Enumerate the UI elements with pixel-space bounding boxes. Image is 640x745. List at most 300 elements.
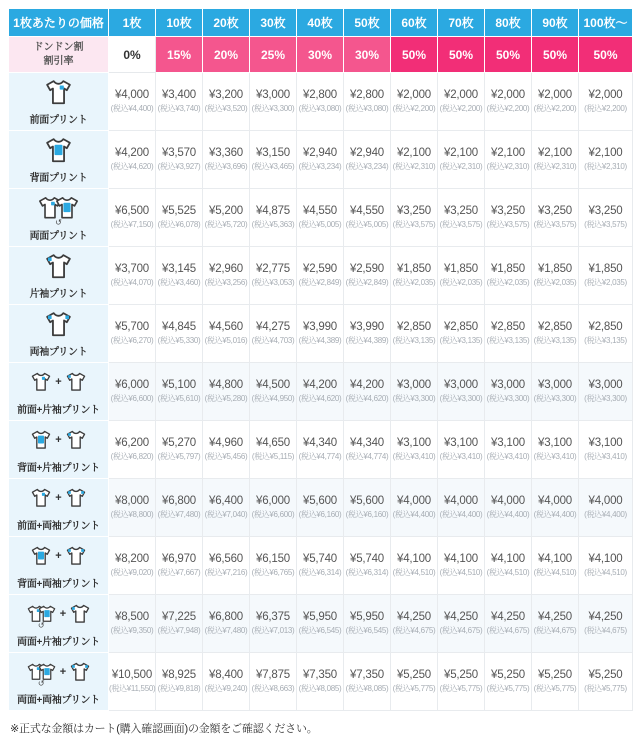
tax-price-value: (税込¥2,035)	[584, 278, 627, 287]
tax-price-value: (税込¥4,774)	[345, 452, 389, 461]
price-value: ¥6,560	[209, 553, 243, 565]
print-type-cell	[9, 247, 109, 305]
discount-cell-9: 50%	[485, 37, 532, 73]
tax-price-value: (税込¥3,410)	[392, 452, 436, 461]
tax-price-value: (税込¥5,775)	[584, 684, 627, 693]
quantity-header-11: 100枚〜	[579, 9, 633, 37]
tax-price-value: (税込¥3,080)	[345, 104, 389, 113]
price-value: ¥2,000	[588, 89, 623, 101]
price-value: ¥2,850	[538, 321, 572, 333]
price-cell	[579, 247, 633, 305]
tax-price-value: (税込¥9,350)	[110, 626, 154, 635]
price-value: ¥3,990	[350, 321, 384, 333]
price-value: ¥8,200	[115, 553, 149, 565]
price-value: ¥3,100	[588, 437, 623, 449]
price-value: ¥5,200	[209, 205, 243, 217]
discount-row	[9, 37, 633, 73]
price-value: ¥4,100	[538, 553, 572, 565]
price-cell	[203, 363, 250, 421]
price-value: ¥5,250	[444, 669, 478, 681]
price-row-8	[9, 479, 633, 537]
tax-price-value: (税込¥4,400)	[486, 510, 530, 519]
tax-price-value: (税込¥2,200)	[486, 104, 530, 113]
tax-price-value: (税込¥4,675)	[486, 626, 530, 635]
price-cell	[579, 653, 633, 711]
price-cell	[485, 131, 532, 189]
tax-price-value: (税込¥3,300)	[533, 394, 577, 403]
tax-price-value: (税込¥2,310)	[439, 162, 483, 171]
price-cell	[438, 653, 485, 711]
tax-price-value: (税込¥5,775)	[533, 684, 577, 693]
discount-cell-4: 25%	[250, 37, 297, 73]
price-cell	[250, 131, 297, 189]
tshirt-one-sleeve-print-icon	[9, 251, 108, 281]
tax-price-value: (税込¥3,135)	[584, 336, 627, 345]
tax-price-value: (税込¥4,400)	[533, 510, 577, 519]
print-type-cell	[9, 595, 109, 653]
price-cell	[532, 131, 579, 189]
tax-price-value: (税込¥4,675)	[533, 626, 577, 635]
price-cell	[156, 73, 203, 131]
price-value: ¥2,590	[350, 263, 384, 275]
price-value: ¥6,000	[256, 495, 290, 507]
tax-price-value: (税込¥2,310)	[533, 162, 577, 171]
tax-price-value: (税込¥7,013)	[251, 626, 295, 635]
tax-price-value: (税込¥5,720)	[204, 220, 248, 229]
tax-price-value: (税込¥3,460)	[157, 278, 201, 287]
price-value: ¥8,400	[209, 669, 243, 681]
price-cell	[344, 189, 391, 247]
tax-price-value: (税込¥3,300)	[584, 394, 627, 403]
price-value: ¥3,700	[115, 263, 149, 275]
price-cell	[156, 653, 203, 711]
price-value: ¥2,850	[444, 321, 478, 333]
price-cell	[532, 189, 579, 247]
tax-price-value: (税込¥2,849)	[345, 278, 389, 287]
tax-price-value: (税込¥5,363)	[251, 220, 295, 229]
price-cell	[579, 595, 633, 653]
price-cell	[156, 247, 203, 305]
tax-price-value: (税込¥5,775)	[392, 684, 436, 693]
price-value: ¥3,100	[444, 437, 478, 449]
price-value: ¥6,970	[162, 553, 196, 565]
price-value: ¥2,940	[303, 147, 337, 159]
price-value: ¥3,250	[397, 205, 431, 217]
price-cell	[250, 189, 297, 247]
price-value: ¥5,600	[303, 495, 337, 507]
swap-arrows-icon: ↺	[37, 621, 45, 630]
price-value: ¥4,250	[491, 611, 525, 623]
price-value: ¥5,250	[588, 669, 623, 681]
price-value: ¥7,350	[303, 669, 337, 681]
tax-price-value: (税込¥6,545)	[345, 626, 389, 635]
tshirt-front-plus-both-sleeves-icon	[9, 483, 108, 513]
discount-cell-6: 30%	[344, 37, 391, 73]
price-cell	[485, 653, 532, 711]
quantity-header-5: 40枚	[297, 9, 344, 37]
price-value: ¥6,500	[115, 205, 149, 217]
price-cell	[438, 247, 485, 305]
tax-price-value: (税込¥6,820)	[110, 452, 154, 461]
price-value: ¥4,250	[444, 611, 478, 623]
price-value: ¥4,845	[162, 321, 196, 333]
price-cell	[391, 479, 438, 537]
price-value: ¥2,000	[444, 89, 478, 101]
tax-price-value: (税込¥7,480)	[157, 510, 201, 519]
price-cell	[203, 305, 250, 363]
price-value: ¥8,925	[162, 669, 196, 681]
price-cell	[391, 73, 438, 131]
price-row-5	[9, 305, 633, 363]
tax-price-value: (税込¥5,797)	[157, 452, 201, 461]
tax-price-value: (税込¥3,135)	[533, 336, 577, 345]
price-value: ¥1,850	[588, 263, 623, 275]
price-cell	[391, 421, 438, 479]
price-value: ¥4,100	[397, 553, 431, 565]
price-cell	[250, 479, 297, 537]
price-cell	[203, 247, 250, 305]
quantity-header-1: 1枚	[109, 9, 156, 37]
price-cell	[391, 537, 438, 595]
price-value: ¥4,000	[115, 89, 149, 101]
price-value: ¥5,740	[350, 553, 384, 565]
price-row-4	[9, 247, 633, 305]
print-type-cell	[9, 537, 109, 595]
price-cell	[203, 537, 250, 595]
price-cell	[203, 189, 250, 247]
price-cell	[579, 537, 633, 595]
discount-label-line2: 割引率	[43, 55, 74, 67]
tshirt-both-sleeves-print-icon	[9, 309, 108, 339]
price-cell	[532, 537, 579, 595]
plus-icon: +	[55, 376, 62, 388]
tax-price-value: (税込¥3,410)	[439, 452, 483, 461]
tax-price-value: (税込¥5,280)	[204, 394, 248, 403]
price-cell	[391, 363, 438, 421]
print-type-label: 前面+片袖プリント	[17, 405, 100, 416]
price-cell	[485, 537, 532, 595]
price-cell	[156, 479, 203, 537]
print-type-label: 片袖プリント	[29, 289, 88, 300]
print-type-label: 両面プリント	[29, 231, 88, 242]
price-cell	[438, 363, 485, 421]
discount-cell-3: 20%	[203, 37, 250, 73]
tax-price-value: (税込¥3,740)	[157, 104, 201, 113]
price-value: ¥4,560	[209, 321, 243, 333]
price-cell	[203, 479, 250, 537]
price-cell	[438, 479, 485, 537]
tax-price-value: (税込¥4,510)	[439, 568, 483, 577]
tax-price-value: (税込¥5,005)	[345, 220, 389, 229]
print-type-label: 背面+片袖プリント	[17, 463, 100, 474]
price-row-7	[9, 421, 633, 479]
price-value: ¥5,950	[303, 611, 337, 623]
price-value: ¥3,000	[491, 379, 525, 391]
price-value: ¥4,100	[444, 553, 478, 565]
price-cell	[391, 653, 438, 711]
price-value: ¥4,000	[538, 495, 572, 507]
tax-price-value: (税込¥3,256)	[204, 278, 248, 287]
price-value: ¥3,990	[303, 321, 337, 333]
price-value: ¥4,340	[303, 437, 337, 449]
price-cell	[579, 479, 633, 537]
tax-price-value: (税込¥4,675)	[392, 626, 436, 635]
tax-price-value: (税込¥6,314)	[345, 568, 389, 577]
price-value: ¥10,500	[111, 669, 153, 681]
tax-price-value: (税込¥7,480)	[204, 626, 248, 635]
footer-note: ※正式な金額はカート(購入確認画面)の金額をご確認ください。	[10, 723, 318, 735]
price-value: ¥4,960	[209, 437, 243, 449]
price-cell	[203, 131, 250, 189]
discount-rate-label	[9, 37, 109, 73]
price-cell	[344, 73, 391, 131]
print-type-label: 両面+片袖プリント	[17, 637, 100, 648]
price-value: ¥3,200	[209, 89, 243, 101]
price-value: ¥2,850	[588, 321, 623, 333]
tax-price-value: (税込¥3,696)	[204, 162, 248, 171]
price-value: ¥2,000	[538, 89, 572, 101]
price-value: ¥3,000	[397, 379, 431, 391]
tshirt-back-print-icon	[9, 135, 108, 165]
tax-price-value: (税込¥4,675)	[439, 626, 483, 635]
price-cell	[485, 305, 532, 363]
price-value: ¥5,100	[162, 379, 196, 391]
price-cell	[297, 595, 344, 653]
tax-price-value: (税込¥2,200)	[439, 104, 483, 113]
price-value: ¥6,000	[115, 379, 149, 391]
discount-cell-10: 50%	[532, 37, 579, 73]
tax-price-value: (税込¥2,849)	[298, 278, 342, 287]
price-value: ¥2,850	[491, 321, 525, 333]
tax-price-value: (税込¥2,310)	[584, 162, 627, 171]
tax-price-value: (税込¥6,314)	[298, 568, 342, 577]
price-cell	[438, 131, 485, 189]
price-row-1	[9, 73, 633, 131]
tshirt-both-sides-plus-both-sleeves-icon	[9, 657, 108, 687]
print-type-label: 両面+両袖プリント	[17, 695, 100, 706]
price-value: ¥4,340	[350, 437, 384, 449]
price-value: ¥6,800	[209, 611, 243, 623]
print-type-cell	[9, 131, 109, 189]
tax-price-value: (税込¥5,456)	[204, 452, 248, 461]
tax-price-value: (税込¥5,115)	[251, 452, 295, 461]
discount-cell-7: 50%	[391, 37, 438, 73]
price-cell	[391, 131, 438, 189]
price-value: ¥4,200	[115, 147, 149, 159]
tax-price-value: (税込¥2,310)	[486, 162, 530, 171]
tax-price-value: (税込¥4,620)	[345, 394, 389, 403]
price-value: ¥6,200	[115, 437, 149, 449]
price-value: ¥3,100	[491, 437, 525, 449]
price-value: ¥2,000	[491, 89, 525, 101]
price-value: ¥4,200	[303, 379, 337, 391]
price-value: ¥8,500	[115, 611, 149, 623]
tax-price-value: (税込¥3,410)	[486, 452, 530, 461]
swap-arrows-icon: ↺	[55, 218, 62, 227]
price-value: ¥4,550	[303, 205, 337, 217]
price-value: ¥3,100	[538, 437, 572, 449]
tax-price-value: (税込¥4,070)	[110, 278, 154, 287]
tax-price-value: (税込¥3,520)	[204, 104, 248, 113]
price-cell	[485, 247, 532, 305]
price-cell	[532, 421, 579, 479]
tax-price-value: (税込¥3,300)	[392, 394, 436, 403]
tax-price-value: (税込¥4,950)	[251, 394, 295, 403]
tax-price-value: (税込¥8,800)	[110, 510, 154, 519]
plus-icon: +	[55, 492, 62, 504]
tax-price-value: (税込¥6,270)	[110, 336, 154, 345]
tax-price-value: (税込¥5,016)	[204, 336, 248, 345]
price-value: ¥3,250	[491, 205, 525, 217]
price-cell	[109, 73, 156, 131]
tax-price-value: (税込¥2,310)	[392, 162, 436, 171]
tax-price-value: (税込¥9,240)	[204, 684, 248, 693]
price-value: ¥3,000	[256, 89, 290, 101]
price-value: ¥2,100	[588, 147, 623, 159]
price-value: ¥3,100	[397, 437, 431, 449]
price-cell	[344, 537, 391, 595]
price-cell	[156, 537, 203, 595]
tax-price-value: (税込¥6,545)	[298, 626, 342, 635]
tax-price-value: (税込¥5,775)	[486, 684, 530, 693]
tax-price-value: (税込¥4,510)	[392, 568, 436, 577]
plus-icon: +	[59, 608, 67, 620]
price-cell	[391, 247, 438, 305]
tshirt-front-print-icon	[9, 77, 108, 107]
price-value: ¥4,000	[444, 495, 478, 507]
quantity-header-4: 30枚	[250, 9, 297, 37]
tax-price-value: (税込¥2,035)	[439, 278, 483, 287]
price-cell	[156, 189, 203, 247]
price-value: ¥4,500	[256, 379, 290, 391]
price-cell	[203, 653, 250, 711]
tax-price-value: (税込¥6,160)	[345, 510, 389, 519]
tax-price-value: (税込¥3,300)	[251, 104, 295, 113]
price-value: ¥2,590	[303, 263, 337, 275]
pricing-table	[8, 8, 633, 711]
tax-price-value: (税込¥2,200)	[392, 104, 436, 113]
price-cell	[391, 305, 438, 363]
tax-price-value: (税込¥8,085)	[345, 684, 389, 693]
price-value: ¥2,000	[397, 89, 431, 101]
price-cell	[579, 363, 633, 421]
price-value: ¥5,525	[162, 205, 196, 217]
price-cell	[297, 653, 344, 711]
price-value: ¥3,145	[162, 263, 196, 275]
price-cell	[203, 595, 250, 653]
price-row-2	[9, 131, 633, 189]
tax-price-value: (税込¥4,389)	[298, 336, 342, 345]
price-value: ¥3,000	[588, 379, 623, 391]
tax-price-value: (税込¥4,510)	[584, 568, 627, 577]
price-cell	[297, 73, 344, 131]
quantity-header-8: 70枚	[438, 9, 485, 37]
price-value: ¥4,275	[256, 321, 290, 333]
tax-price-value: (税込¥3,135)	[439, 336, 483, 345]
price-value: ¥3,000	[538, 379, 572, 391]
price-cell	[297, 537, 344, 595]
price-cell	[297, 131, 344, 189]
tax-price-value: (税込¥7,667)	[157, 568, 201, 577]
price-value: ¥4,550	[350, 205, 384, 217]
price-value: ¥2,100	[538, 147, 572, 159]
price-cell	[109, 305, 156, 363]
tax-price-value: (税込¥3,575)	[392, 220, 436, 229]
price-value: ¥8,000	[115, 495, 149, 507]
tax-price-value: (税込¥3,300)	[486, 394, 530, 403]
price-cell	[250, 73, 297, 131]
quantity-header-3: 20枚	[203, 9, 250, 37]
quantity-header-9: 80枚	[485, 9, 532, 37]
price-cell	[579, 131, 633, 189]
quantity-header-6: 50枚	[344, 9, 391, 37]
print-type-cell	[9, 479, 109, 537]
tax-price-value: (税込¥7,040)	[204, 510, 248, 519]
tax-price-value: (税込¥4,703)	[251, 336, 295, 345]
price-cell	[579, 421, 633, 479]
price-row-9	[9, 537, 633, 595]
price-cell	[485, 363, 532, 421]
price-value: ¥4,100	[491, 553, 525, 565]
tax-price-value: (税込¥4,620)	[298, 394, 342, 403]
price-value: ¥4,200	[350, 379, 384, 391]
tshirt-both-sides-print-icon	[9, 193, 108, 227]
price-value: ¥4,800	[209, 379, 243, 391]
price-cell	[344, 479, 391, 537]
tax-price-value: (税込¥2,200)	[584, 104, 627, 113]
price-cell	[109, 189, 156, 247]
price-cell	[250, 421, 297, 479]
tax-price-value: (税込¥3,575)	[486, 220, 530, 229]
tax-price-value: (税込¥4,400)	[110, 104, 154, 113]
price-cell	[344, 131, 391, 189]
price-value: ¥3,570	[162, 147, 196, 159]
price-value: ¥4,000	[491, 495, 525, 507]
discount-cell-2: 15%	[156, 37, 203, 73]
tax-price-value: (税込¥3,465)	[251, 162, 295, 171]
tshirt-front-plus-one-sleeve-icon	[9, 367, 108, 397]
price-row-10	[9, 595, 633, 653]
price-cell	[297, 421, 344, 479]
price-cell	[297, 363, 344, 421]
price-cell	[109, 363, 156, 421]
print-type-label: 前面+両袖プリント	[17, 521, 100, 532]
price-cell	[297, 247, 344, 305]
price-value: ¥2,940	[350, 147, 384, 159]
price-value: ¥3,250	[444, 205, 478, 217]
price-cell	[344, 653, 391, 711]
print-type-label: 前面プリント	[29, 115, 88, 126]
price-cell	[485, 421, 532, 479]
price-cell	[250, 247, 297, 305]
price-cell	[532, 247, 579, 305]
print-type-cell	[9, 421, 109, 479]
price-cell	[156, 421, 203, 479]
price-cell	[532, 363, 579, 421]
tax-price-value: (税込¥5,775)	[439, 684, 483, 693]
price-value: ¥2,100	[397, 147, 431, 159]
price-cell	[297, 189, 344, 247]
tax-price-value: (税込¥7,216)	[204, 568, 248, 577]
price-cell	[532, 73, 579, 131]
price-value: ¥3,360	[209, 147, 243, 159]
price-value: ¥6,150	[256, 553, 290, 565]
price-cell	[203, 73, 250, 131]
price-value: ¥4,650	[256, 437, 290, 449]
print-type-label: 背面+両袖プリント	[17, 579, 100, 590]
tax-price-value: (税込¥4,620)	[110, 162, 154, 171]
price-value: ¥6,375	[256, 611, 290, 623]
